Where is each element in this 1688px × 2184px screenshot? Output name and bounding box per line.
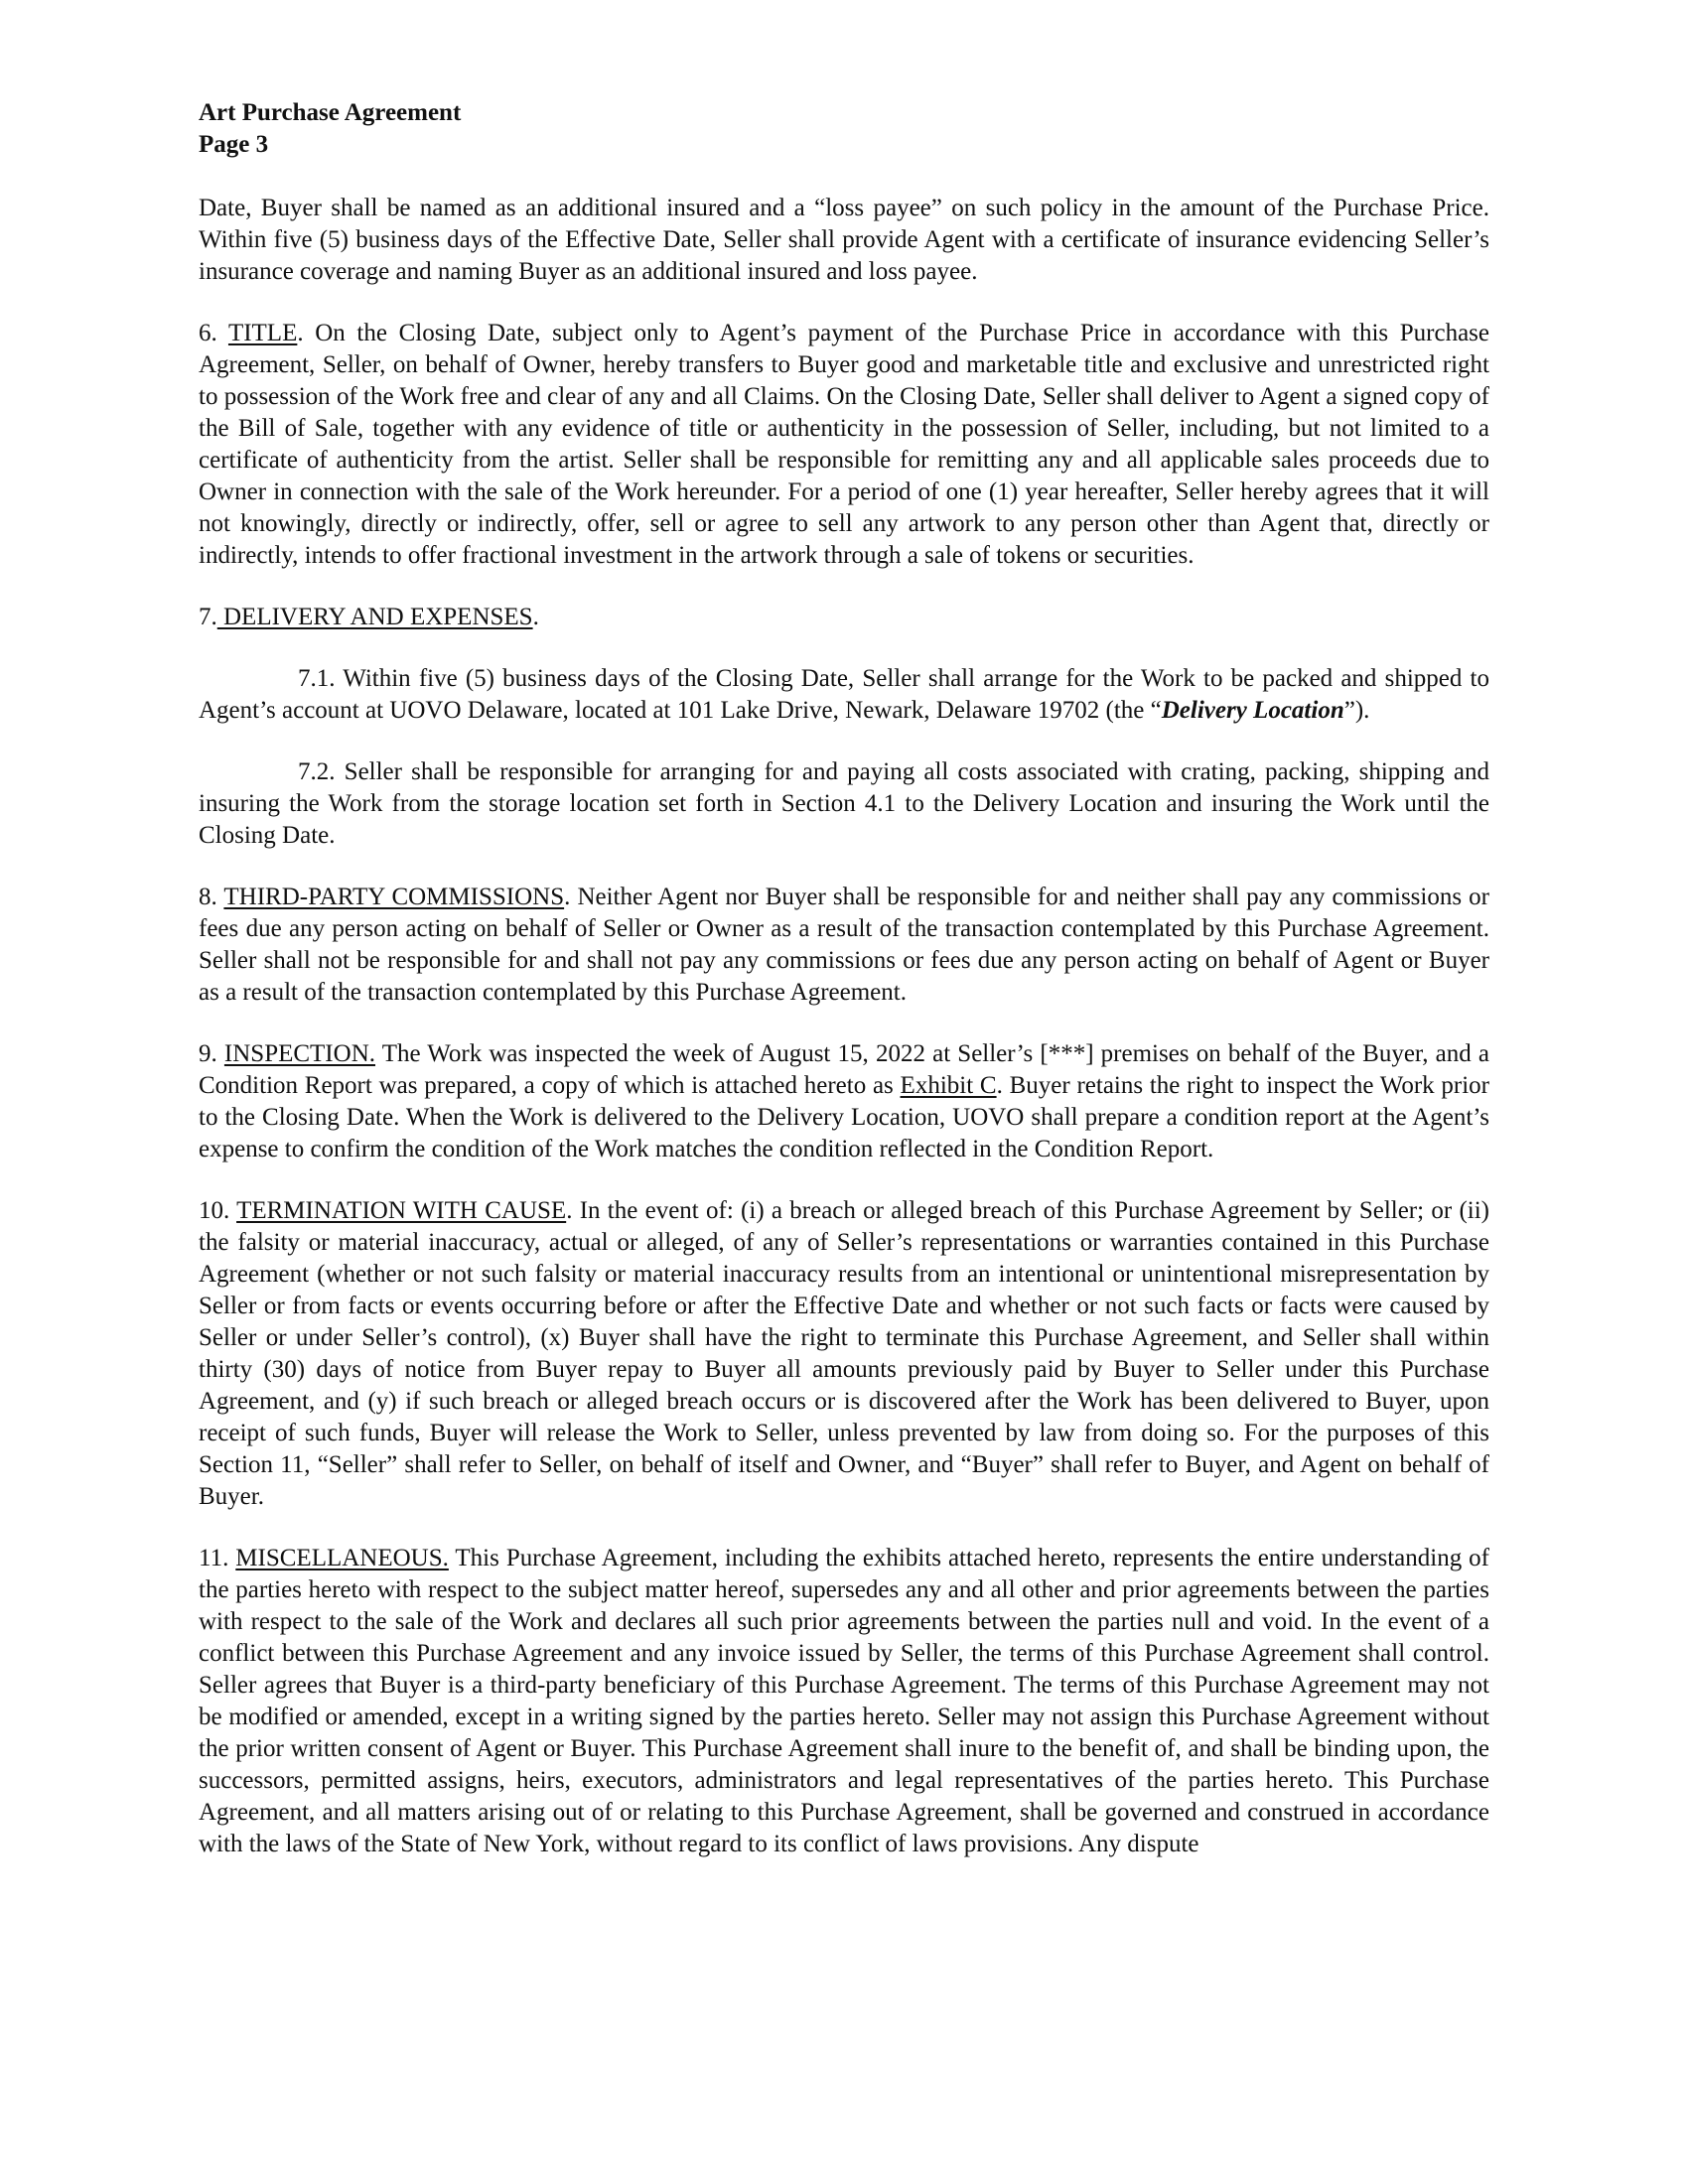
document-page [199, 97, 1489, 1890]
subsection-text-end: ”). [1343, 697, 1370, 724]
exhibit-reference: Exhibit C [900, 1072, 997, 1099]
section-text: . On the Closing Date, subject only to Agent’s payment of the Purchase Price in accordance with this Purchase Agreement, Seller, on behalf of Owner, hereby transfers to Buyer good and marketable title and exclusive and unrestricted right to possession of the Work free and clear of any and all Claims. On the Closing Date, Seller shall deliver to Agent a signed copy of the Bill of Sale, together with any evidence of title or authenticity in the possession of Seller, including, but not limited to a certificate of authenticity from the artist. Seller shall be responsible for remitting any and all applicable sales proceeds due to Owner in connection with the sale of the Work hereunder. For a period of one (1) year hereafter, Seller hereby agrees that it will not knowingly, directly or indirectly, offer, sell or agree to sell any artwork to any person other than Agent that, directly or indirectly, intends to offer fractional investment in the artwork through a sale of tokens or securities. [199, 320, 1490, 569]
section-text-continued: . Buyer retains the right to inspect the Work prior to the Closing Date. When the Work is delivered to the Delivery Location, UOVO shall prepare a condition report at the Agent’s expense to confirm the condition of the Work matches the condition reflected in the Condition Report. [199, 1072, 1489, 1162]
section-text: This Purchase Agreement, including the exhibits attached hereto, represents the entire understanding of the parties hereto with respect to the subject matter hereof, supersedes any and all other and prior agreements between the parties with respect to the sale of the Work and declares all such prior agreements between the parties null and void. In the event of a conflict between this Purchase Agreement and any invoice issued by Seller, the terms of this Purchase Agreement shall control. Seller agrees that Buyer is a third-party beneficiary of this Purchase Agreement. The terms of this Purchase Agreement may not be modified or amended, except in a writing signed by the parties hereto. Seller may not assign this Purchase Agreement without the prior written consent of Agent or Buyer. This Purchase Agreement shall inure to the benefit of, and shall be binding upon, the successors, permitted assigns, heirs, executors, administrators and legal representatives of the parties hereto. This Purchase Agreement, and all matters arising out of or relating to this Purchase Agreement, shall be governed and construed in accordance with the laws of the State of New York, without regard to its conflict of laws provisions. Any dispute [199, 1545, 1489, 1857]
section-6-title [199, 318, 1489, 572]
section-heading: TITLE [227, 320, 298, 346]
section-9-inspection [199, 1038, 1489, 1165]
section-8-third-party-commissions [199, 882, 1489, 1009]
section-heading: INSPECTION. [223, 1040, 375, 1067]
section-number: 6. [199, 320, 228, 346]
section-number: 10. [199, 1197, 237, 1224]
subsection-text: 7.1. Within five (5) business days of the Closing Date, Seller shall arrange for the Work to be packed and shipped to Agent’s account at UOVO Delaware, located at 101 Lake Drive, Newark, Delaware 19702 (the “ [199, 665, 1489, 724]
section-number: 9. [199, 1040, 224, 1067]
section-heading: MISCELLANEOUS. [235, 1545, 449, 1571]
section-heading: DELIVERY AND EXPENSES [216, 604, 533, 630]
section-11-miscellaneous [199, 1543, 1489, 1860]
subsection-7-2 [199, 756, 1489, 852]
section-text: . In the event of: (i) a breach or alleged breach of this Purchase Agreement by Seller; or (ii) the falsity or material inaccuracy, actual or alleged, of any of Seller’s representations or warranties contained in this Purchase Agreement (whether or not such falsity or material inaccuracy results from an intentional or unintentional misrepresentation by Seller or from facts or events occurring before or after the Effective Date and whether or not such facts or facts were caused by Seller or under Seller’s control), (x) Buyer shall have the right to terminate this Purchase Agreement, and Seller shall within thirty (30) days of notice from Buyer repay to Buyer all amounts previously paid by Buyer to Seller under this Purchase Agreement, and (y) if such breach or alleged breach occurs or is discovered after the Work has been delivered to Buyer, upon receipt of such funds, Buyer will release the Work to Seller, unless prevented by law from doing so. For the purposes of this Section 11, “Seller” shall refer to Seller, on behalf of itself and Owner, and “Buyer” shall refer to Buyer, and Agent on behalf of Buyer. [199, 1197, 1489, 1510]
section-number: 11. [199, 1545, 236, 1571]
section-heading: TERMINATION WITH CAUSE [236, 1197, 567, 1224]
defined-term: Delivery Location [1161, 697, 1344, 724]
paragraph-text: Date, Buyer shall be named as an additional insured and a “loss payee” on such policy in the amount of the Purchase Price. Within five (5) business days of the Effective Date, Seller shall provide Agent with a certificate of insurance evidencing Seller’s insurance coverage and naming Buyer as an additional insured and loss payee. [199, 195, 1489, 285]
subsection-text: 7.2. Seller shall be responsible for arranging for and paying all costs associated with crating, packing, shipping and insuring the Work from the storage location set forth in Section 4.1 to the Delivery Location and insuring the Work until the Closing Date. [199, 758, 1489, 849]
subsection-7-1 [199, 663, 1489, 727]
page-header [199, 97, 1489, 161]
section-text: The Work was inspected the week of August 15, 2022 at Seller’s [***] premises on behalf of the Buyer, and a Condition Report was prepared, a copy of which is attached hereto as [199, 1040, 1489, 1099]
section-7-heading [199, 602, 1489, 633]
section-number: 7. [199, 604, 217, 630]
section-text: . Neither Agent nor Buyer shall be responsible for and neither shall pay any commissions or fees due any person acting on behalf of Seller or Owner as a result of the transaction contemplated by this Purchase Agreement. Seller shall not be responsible for and shall not pay any commissions or fees due any person acting on behalf of Agent or Buyer as a result of the transaction contemplated by this Purchase Agreement. [199, 884, 1489, 1006]
page-number: Page 3 [199, 131, 269, 158]
section-number: 8. [199, 884, 224, 910]
document-title: Art Purchase Agreement [199, 99, 462, 126]
section-heading: THIRD-PARTY COMMISSIONS [223, 884, 565, 910]
section-heading-suffix: . [532, 604, 539, 630]
paragraph-continued-insurance [199, 193, 1489, 288]
section-10-termination [199, 1195, 1489, 1513]
